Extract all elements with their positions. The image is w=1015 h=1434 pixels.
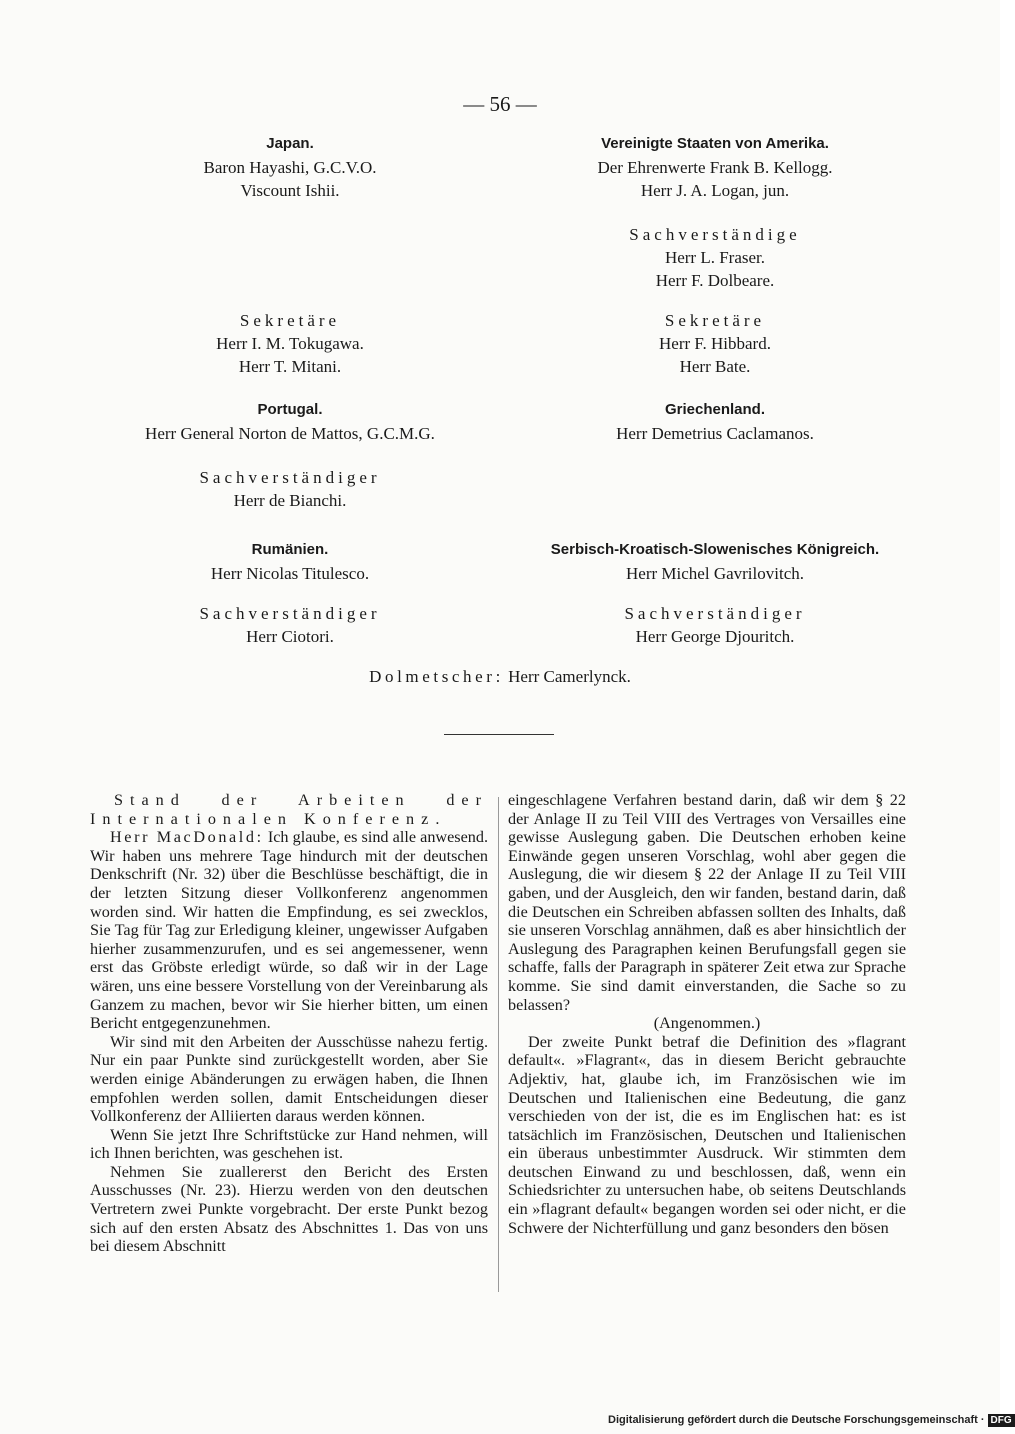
page-number: — 56 —	[463, 92, 537, 116]
portugal-block	[80, 398, 500, 445]
usa-secretaries-block	[505, 309, 925, 378]
expert-label: Sachverständiger	[199, 604, 381, 623]
body-right-column	[508, 791, 906, 1237]
remark-accepted: (Angenommen.)	[653, 1014, 761, 1033]
delegate-name: Herr Demetrius Caclamanos.	[616, 424, 814, 443]
secretary-name: Herr T. Mitani.	[238, 357, 342, 376]
delegate-name: Herr Nicolas Titulesco.	[210, 564, 370, 583]
portugal-heading: Portugal.	[257, 401, 323, 418]
paragraph: eingeschlagene Verfahren bestand darin, daß wir dem § 22 der Anlage II zu Teil VIII des Vertrages von Versailles eine gewisse Auslegung gaben. Die Deutschen erhoben keine Einwände gegen unseren Vorschlag, wohl aber gegen die Auslegung, die wir diesem § 22 der Anlage II zu Teil VIII gaben, und der Ausgleich, den wir fanden, bestand darin, daß die Deutschen ein Schreiben abfassen sollten des Inhalts, daß sie unseren Vorschlag annähmen, daß es aber hinsichtlich der Auslegung des Paragraphen keinen Berufungsfall gegen sie schaffe, falls der Paragraph in späterer Zeit etwa zur Sprache komme. Sie sind damit einverstanden, die Sache so zu belassen?	[508, 791, 906, 1014]
expert-label: Sachverständiger	[624, 604, 806, 623]
interpreter-name: Herr Camerlynck.	[508, 667, 631, 686]
delegate-name: Viscount Ishii.	[240, 181, 340, 200]
secretary-name: Herr Bate.	[679, 357, 751, 376]
usa-block	[505, 132, 925, 202]
greece-block	[505, 398, 925, 445]
usa-experts-block	[505, 223, 925, 292]
delegate-name: Der Ehrenwerte Frank B. Kellogg.	[597, 158, 833, 177]
footer	[608, 1414, 1012, 1427]
section-divider	[444, 734, 554, 735]
paragraph: Nehmen Sie zuallererst den Bericht des Ersten Ausschusses (Nr. 23). Hierzu werden von den deutschen Vertretern zwei Punkte vorgebracht. Der erste Punkt bezog sich auf den ersten Absatz des Abschnittes 1. Das von uns bei diesem Abschnitt	[90, 1162, 488, 1256]
serbia-expert-block	[505, 602, 925, 648]
paragraph-text: Ich glaube, es sind alle anwesend. Wir haben uns mehrere Tage hindurch mit der deutschen Denkschrift (Nr. 32) über die Beschlüsse beschäftigt, die in der letzten Sitzung dieser Vollkonferenz angenommen worden sind. Wir hatten die Empfindung, es sei zwecklos, Sie Tag für Tag zur Erledigung kleiner, ungewisser Aufgaben hierher zusammenzurufen, und es sei angemessener, wenn erst das Gröbste erledigt würde, so daß wir in der Lage wären, uns eine bessere Vorstellung von der Vereinbarung als Ganzem zu machen, bevor wir Sie hierher bitten, um einen Bericht entgegenzunehmen.	[90, 828, 489, 1033]
speaker-name: Herr MacDonald:	[110, 828, 264, 847]
expert-label: Sachverständiger	[199, 468, 381, 487]
interpreter-line	[0, 666, 1000, 688]
expert-name: Herr F. Dolbeare.	[655, 271, 775, 290]
secretaries-label: Sekretäre	[239, 311, 341, 330]
serbia-block	[505, 538, 925, 585]
expert-name: Herr George Djouritch.	[635, 627, 795, 646]
section-title: Stand der Arbeiten der Internationalen Konferenz.	[90, 791, 488, 828]
expert-name: Herr L. Fraser.	[664, 248, 766, 267]
interpreter-label: Dolmetscher:	[369, 667, 504, 686]
romania-block	[80, 538, 500, 585]
paragraph: Wenn Sie jetzt Ihre Schriftstücke zur Hand nehmen, will ich Ihnen berichten, was geschehen ist.	[90, 1125, 488, 1163]
body-left-column	[90, 791, 488, 1256]
delegate-name: Baron Hayashi, G.C.V.O.	[203, 158, 377, 177]
paragraph	[90, 828, 488, 1033]
secretaries-label: Sekretäre	[664, 311, 766, 330]
romania-expert-block	[80, 602, 500, 648]
column-separator	[498, 797, 499, 1292]
expert-name: Herr de Bianchi.	[233, 491, 347, 510]
japan-heading: Japan.	[266, 135, 314, 152]
secretary-name: Herr F. Hibbard.	[659, 334, 771, 353]
experts-label: Sachverständige	[629, 225, 801, 244]
secretary-name: Herr I. M. Tokugawa.	[216, 334, 364, 353]
paragraph: Der zweite Punkt betraf die Definition des »flagrant default«. »Flagrant«, das in diesem Bericht gebrauchte Adjektiv, hat, glaube ich, im Französischen wie im Deutschen und Italienischen eine Bedeutung, die ganz verschieden von der ist, die es im Englischen hat: es ist tatsächlich im Französischen, Deutschen und Italienischen ein überaus unbestimmter Ausdruck. Wir stimmten dem deutschen Einwand zu und beschlossen, daß, wenn ein Schiedsrichter zu untersuchen habe, ob seitens Deutschlands ein »flagrant default« begangen worden sei oder nicht, er die Schwere der Nichterfüllung und ganz besonders den bösen	[508, 1032, 906, 1237]
footer-text: Digitalisierung gefördert durch die Deutsche Forschungsgemeinschaft ·	[608, 1414, 985, 1426]
expert-name: Herr Ciotori.	[246, 627, 334, 646]
greece-heading: Griechenland.	[664, 401, 766, 418]
paragraph: Wir sind mit den Arbeiten der Ausschüsse nahezu fertig. Nur ein paar Punkte sind zurückgestellt worden, aber Sie werden einige Abänderungen zu erwägen haben, die Ihnen empfohlen werden sollen, damit Entscheidungen dieser Vollkonferenz der Alliierten daraus werden können.	[90, 1032, 488, 1126]
dfg-logo: DFG	[988, 1414, 1015, 1427]
delegate-name: Herr J. A. Logan, jun.	[640, 181, 790, 200]
usa-heading: Vereinigte Staaten von Amerika.	[601, 135, 829, 152]
portugal-expert-block	[80, 466, 500, 512]
romania-heading: Rumänien.	[251, 541, 329, 558]
delegate-name: Herr General Norton de Mattos, G.C.M.G.	[145, 424, 435, 443]
serbia-heading: Serbisch-Kroatisch-Slowenisches Königreich.	[550, 541, 880, 558]
delegate-name: Herr Michel Gavrilovitch.	[626, 564, 804, 583]
japan-block	[80, 132, 500, 202]
japan-secretaries-block	[80, 309, 500, 378]
